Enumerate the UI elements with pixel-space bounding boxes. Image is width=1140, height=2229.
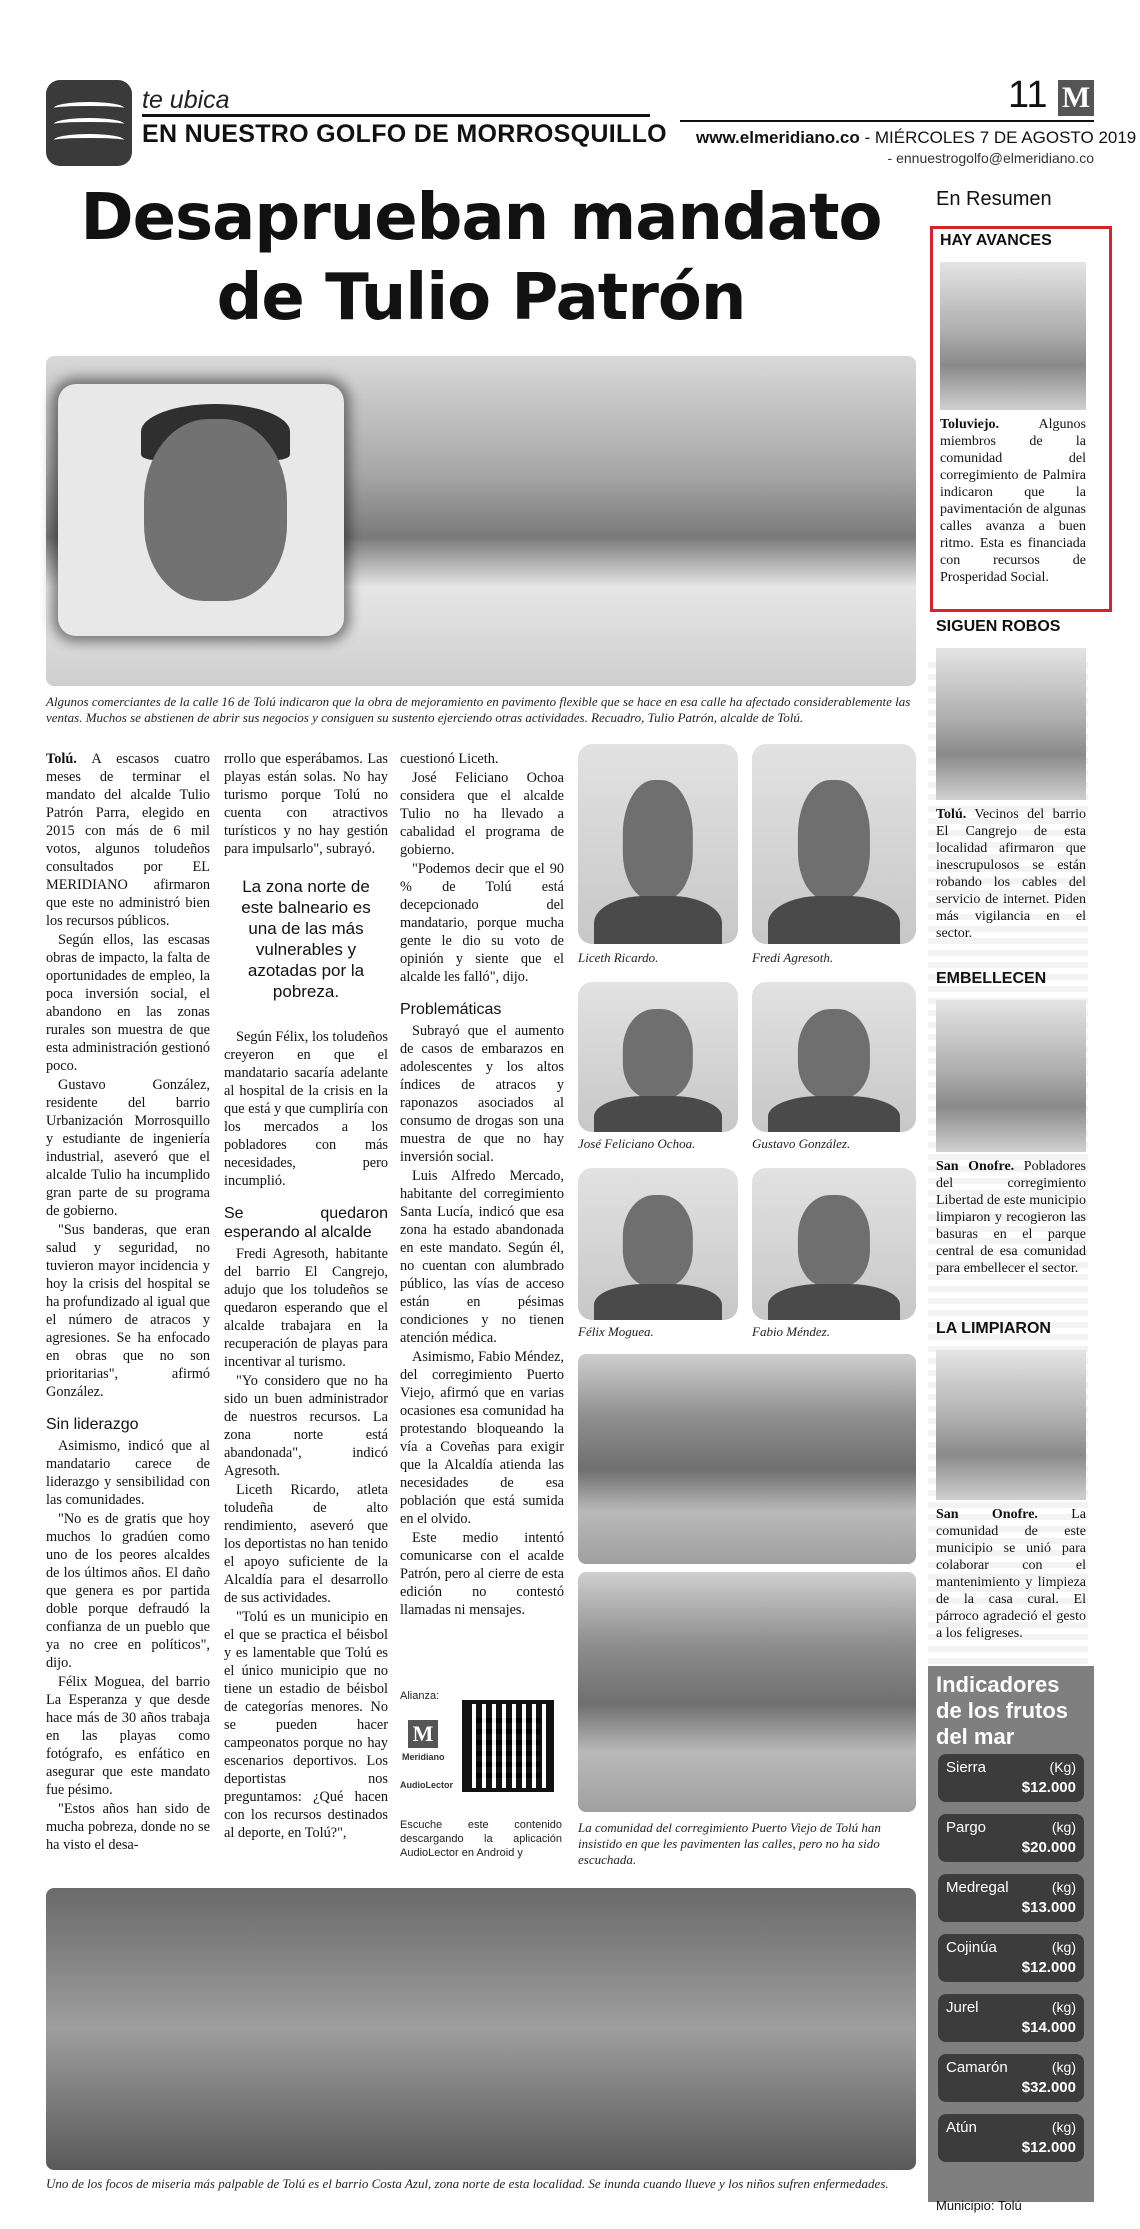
dateline: Tolú. xyxy=(46,751,77,767)
indicator-unit: (kg) xyxy=(1051,1999,1076,2015)
portrait-caption: José Feliciano Ochoa. xyxy=(578,1136,696,1151)
brief-heading: EMBELLECEN xyxy=(936,970,1047,987)
portrait-fredi-agresoth xyxy=(752,744,916,944)
puerto-viejo-caption: La comunidad del corregimiento Puerto Viejo de Tolú han insistido en que les pavimenten las calles, pero no ha sido escuchada. xyxy=(578,1820,881,1867)
indicator-item xyxy=(938,2054,1084,2102)
brief-dateline: Tolú. xyxy=(936,807,967,822)
indicator-item xyxy=(938,2114,1084,2162)
indicator-name: Cojinúa xyxy=(946,1939,997,1956)
indicator-price: $20.000 xyxy=(1021,1839,1076,1856)
portrait-liceth-ricardo xyxy=(578,744,738,944)
indicator-price: $14.000 xyxy=(1021,2019,1076,2036)
portrait-caption: Félix Moguea. xyxy=(578,1324,654,1339)
meridiano-logo-text: Meridiano xyxy=(402,1752,445,1762)
indicator-name: Medregal xyxy=(946,1879,1009,1896)
portrait-felix-moguea xyxy=(578,1168,738,1320)
page-title: Desaprueban mandato de Tulio Patrón xyxy=(80,181,882,335)
portrait-fabio-mendez xyxy=(752,1168,916,1320)
portrait-caption: Liceth Ricardo. xyxy=(578,950,659,965)
contact-email[interactable]: - ennuestrogolfo@elmeridiano.co xyxy=(887,150,1094,166)
date-text: - MIÉRCOLES 7 DE AGOSTO 2019 xyxy=(859,128,1137,147)
brief-heading: SIGUEN ROBOS xyxy=(936,618,1061,635)
brief-text xyxy=(936,1158,1086,1277)
paragraph: Fredi Agresoth, habitante del barrio El Cangrejo, adujo que los toludeños se quedaron esperando que el alcalde trabajara en la recuperación de playas para incentivar al turismo. xyxy=(224,1246,388,1370)
indicator-price: $32.000 xyxy=(1021,2079,1076,2096)
header-divider-right xyxy=(680,120,1094,122)
indicator-price: $12.000 xyxy=(1021,1959,1076,1976)
portrait-caption: Fabio Méndez. xyxy=(752,1324,830,1339)
indicator-unit: (kg) xyxy=(1051,2059,1076,2075)
puerto-viejo-street-photo xyxy=(578,1354,916,1564)
main-photo-caption: Algunos comerciantes de la calle 16 de Tolú indicaron que la obra de mejoramiento en pavimento flexible que se hace en esa calle ha afectado considerablemente las ventas. Muchos se abstienen de abrir sus negocios y consiguen su sustento ejerciendo otras actividades. Recuadro, Tulio Patrón, alcalde de Tolú. xyxy=(46,694,911,725)
brief-heading: LA LIMPIARON xyxy=(936,1320,1051,1337)
paragraph: "Estos años han sido de mucha pobreza, donde no se ha visto el desa- xyxy=(46,1801,210,1853)
indicator-price: $12.000 xyxy=(1021,2139,1076,2156)
paragraph: "Tolú es un municipio en el que se practica el béisbol y es lamentable que Tolú es el único municipio que no tiene un estadio de béisbol de categorías menores. No se pueden hacer campeonatos porque no hay escenarios deportivos. Los deportistas nos preguntamos: ¿Qué hacen con los recursos destinados al deporte, en Tolú?", xyxy=(224,1609,388,1841)
costa-azul-caption: Uno de los focos de miseria más palpable de Tolú es el barrio Costa Azul, zona norte de esta localidad. Se inunda cuando llueve y los niños sufren enfermedades. xyxy=(46,2176,889,2191)
mayor-portrait-inset xyxy=(58,384,344,636)
audiolector-logo: AudioLector xyxy=(400,1780,453,1790)
brief-body: Algunos miembros de la comunidad del corregimiento de Palmira indicaron que la pavimentación de algunas calles avanza a buen ritmo. Esta es financiada con recursos de Prosperidad Social. xyxy=(940,417,1086,585)
subheading: Se quedaron esperando al alcalde xyxy=(224,1205,388,1241)
indicator-unit: (kg) xyxy=(1051,1879,1076,1895)
section-tagline: te ubica xyxy=(142,86,230,114)
brief-dateline: San Onofre. xyxy=(936,1507,1038,1522)
indicator-price: $13.000 xyxy=(1021,1899,1076,1916)
newspaper-logo: M xyxy=(1058,80,1094,116)
paragraph: Liceth Ricardo, atleta toludeña de alto rendimiento, aseveró que los deportistas no han tenido el apoyo suficiente de la Alcaldía para el desarrollo de sus actividades. xyxy=(224,1482,388,1606)
paragraph: "Podemos decir que el 90 % de Tolú está decepcionado del mandatario, porque mucha gente le dio su voto de opinión y siente que el alcalde les falló", dijo. xyxy=(400,861,564,985)
costa-azul-photo xyxy=(46,1888,916,2170)
indicator-price: $12.000 xyxy=(1021,1779,1076,1796)
indicator-name: Jurel xyxy=(946,1999,979,2016)
paragraph: rrollo que esperábamos. Las playas están solas. No hay turismo porque Tolú no cuenta con atractivos turísticos y no hay gestión para impulsarlo", subrayó. xyxy=(224,751,388,857)
paragraph: Subrayó que el aumento de casos de embarazos en adolescentes y los altos índices de atracos y raponazos asociados al consumo de drogas son una muestra de que no hay inversión social. xyxy=(400,1023,564,1165)
indicators-title: Indicadores de los frutos del mar xyxy=(936,1672,1069,1749)
indicators-footer: Municipio: Tolú xyxy=(936,2198,1022,2213)
paragraph: "No es de gratis que hoy muchos lo gradúen como uno de los peores alcaldes de los últimos años. El daño que genera es por partida doble porque defraudó la confianza de un pueblo que ya no cree en políticos", dijo. xyxy=(46,1511,210,1671)
paragraph: "Yo considero que no ha sido un buen administrador de nuestros recursos. La zona norte está abandonada", indicó Agresoth. xyxy=(224,1373,388,1479)
alliance-label: Alianza: xyxy=(400,1690,440,1702)
article-column-3 xyxy=(400,750,564,1620)
indicator-name: Pargo xyxy=(946,1819,987,1836)
article-column-2 xyxy=(224,750,388,1843)
portrait-caption: Gustavo González. xyxy=(752,1136,851,1151)
paragraph: José Feliciano Ochoa considera que el alcalde Tulio no ha llevado a cabalidad el programa de gobierno. xyxy=(400,770,564,858)
indicator-unit: (Kg) xyxy=(1049,1759,1076,1775)
paragraph-text: A escasos cuatro meses de terminar el mandato del alcalde Tulio Patrón Parra, elegido en 2015 con más de 6 mil votos, algunos toludeños consultados por EL MERIDIANO afirmaron que este no administró bien los recursos públicos. xyxy=(46,751,210,929)
page-number: 11 xyxy=(1008,74,1048,116)
indicator-unit: (kg) xyxy=(1051,1939,1076,1955)
website-link[interactable]: www.elmeridiano.co xyxy=(696,128,860,147)
brief-body: Pobladores del corregimiento Libertad de este municipio limpiaron y recogieron las basuras en el parque central de esa comunidad para embellecer el sector. xyxy=(936,1159,1086,1276)
brief-photo xyxy=(936,1000,1086,1152)
paragraph: Según Félix, los toludeños creyeron en que el mandatario sacaría adelante al hospital de la crisis en la que está y que cumpliría con los mercados a los pobladores con más necesidades, pero incumplió. xyxy=(224,1029,388,1189)
meridiano-logo: M xyxy=(408,1720,438,1748)
paragraph: Asimismo, indicó que al mandatario carece de liderazgo y sensibilidad con las comunidades. xyxy=(46,1438,210,1508)
portrait-jose-feliciano-ochoa xyxy=(578,982,738,1132)
indicator-unit: (kg) xyxy=(1051,2119,1076,2135)
qr-code[interactable] xyxy=(462,1700,554,1792)
brief-text xyxy=(940,416,1086,586)
paragraph: Luis Alfredo Mercado, habitante del corregimiento Santa Lucía, indicó que esa zona ha estado abandonada en este mandato. Según él, no cuentan con alumbrado público, las vías de acceso están en pésimas condiciones y no tienen atención médica. xyxy=(400,1168,564,1346)
brief-body: Vecinos del barrio El Cangrejo de esta localidad afirmaron que inescrupulosos se están robando los cables del servicio de internet. Piden más vigilancia en el sector. xyxy=(936,807,1086,941)
paragraph xyxy=(46,750,210,930)
indicator-item xyxy=(938,1994,1084,2042)
section-logo xyxy=(46,80,132,166)
indicator-name: Atún xyxy=(946,2119,977,2136)
puerto-viejo-park-photo xyxy=(578,1572,916,1812)
brief-body: La comunidad de este municipio se unió para colaborar con el mantenimiento y limpieza de la casa cural. El párroco agradeció el gesto a los feligreses. xyxy=(936,1507,1086,1641)
paragraph: cuestionó Liceth. xyxy=(400,751,499,767)
paragraph: Félix Moguea, del barrio La Esperanza y que desde hace más de 30 años trabaja en las playas como fotógrafo, es enfático en asegurar que este mandato fue pésimo. xyxy=(46,1674,210,1798)
brief-photo xyxy=(940,262,1086,410)
indicator-item xyxy=(938,1754,1084,1802)
header-divider xyxy=(142,114,650,117)
portrait-caption: Fredi Agresoth. xyxy=(752,950,834,965)
brief-dateline: San Onofre. xyxy=(936,1159,1015,1174)
brief-text xyxy=(936,1506,1086,1642)
portrait-gustavo-gonzalez xyxy=(752,982,916,1132)
indicator-unit: (kg) xyxy=(1051,1819,1076,1835)
paragraph: Gustavo González, residente del barrio Urbanización Morrosquillo y estudiante de ingeniería industrial, aseveró que el alcalde Tulio ha incumplido gran parte de su programa de gobierno. xyxy=(46,1077,210,1219)
subheading: Sin liderazgo xyxy=(46,1416,139,1433)
paragraph: "Sus banderas, que eran salud y seguridad, no tuvieron mayor incidencia y hoy la crisis del hospital se ha profundizado al igual que el número de atracos y agresiones. Se ha enfocado en obras que no son prioritarias", afirmó González. xyxy=(46,1222,210,1400)
pull-quote: La zona norte de este balneario es una de las más vulnerables y azotadas por la pobreza. xyxy=(241,877,371,1001)
subheading: Problemáticas xyxy=(400,1001,502,1018)
brief-dateline: Toluviejo. xyxy=(940,417,999,432)
publication-date xyxy=(696,128,1136,148)
paragraph: Asimismo, Fabio Méndez, del corregimiento Puerto Viejo, afirmó que en varias ocasiones esa comunidad ha protestando bloqueando la vía a Coveñas para exigir que la Alcaldía atienda las necesidades de esa población que está sumida en el olvido. xyxy=(400,1349,564,1527)
paragraph: Este medio intentó comunicarse con el acalde Patrón, pero al cierre de esta edición no contestó llamadas ni mensajes. xyxy=(400,1530,564,1618)
section-title: EN NUESTRO GOLFO DE MORROSQUILLO xyxy=(142,120,667,148)
paragraph: Según ellos, las escasas obras de impacto, la falta de oportunidades de empleo, la poca inversión social, el abandono en las zonas rurales son muestra de que esta administración gestionó poco. xyxy=(46,932,210,1074)
brief-photo xyxy=(936,648,1086,800)
audiolector-note: Escuche este contenido descargando la aplicación AudioLector en Android y xyxy=(400,1819,562,1859)
brief-heading: HAY AVANCES xyxy=(940,232,1052,249)
indicator-name: Sierra xyxy=(946,1759,987,1776)
brief-photo xyxy=(936,1350,1086,1500)
indicator-name: Camarón xyxy=(946,2059,1008,2076)
indicator-item xyxy=(938,1934,1084,1982)
indicator-item xyxy=(938,1814,1084,1862)
article-column-1 xyxy=(46,750,210,1855)
sidebar-title: En Resumen xyxy=(936,188,1052,210)
brief-text xyxy=(936,806,1086,942)
indicator-item xyxy=(938,1874,1084,1922)
